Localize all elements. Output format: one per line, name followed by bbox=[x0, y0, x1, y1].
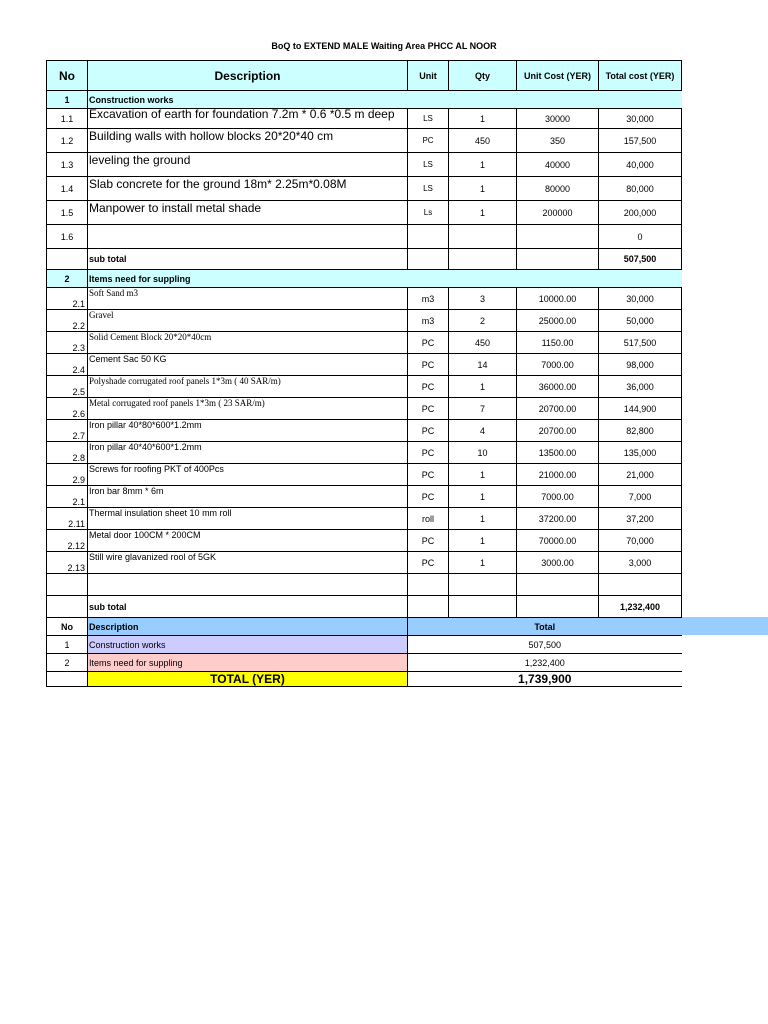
table-row bbox=[47, 201, 682, 225]
row-qty: 4 bbox=[449, 420, 517, 442]
section-label: Construction works bbox=[88, 91, 682, 109]
row-no: 1.3 bbox=[47, 153, 88, 177]
row-unit: PC bbox=[408, 464, 449, 486]
row-qty: 3 bbox=[449, 288, 517, 310]
row-total: 21,000 bbox=[599, 464, 682, 486]
row-unit: PC bbox=[408, 420, 449, 442]
row-qty: 1 bbox=[449, 508, 517, 530]
row-qty: 1 bbox=[449, 109, 517, 129]
row-total: 80,000 bbox=[599, 177, 682, 201]
row-unit: m3 bbox=[408, 288, 449, 310]
summary-header-description: Description bbox=[88, 618, 408, 636]
table-row bbox=[47, 486, 682, 508]
row-no: 2.12 bbox=[47, 530, 88, 552]
summary-header-total: Total bbox=[408, 618, 682, 636]
row-qty: 1 bbox=[449, 486, 517, 508]
summary-row-description: Items need for suppling bbox=[88, 654, 408, 672]
row-qty: 1 bbox=[449, 464, 517, 486]
header-total-cost: Total cost (YER) bbox=[599, 61, 682, 91]
row-description: leveling the ground bbox=[88, 153, 408, 177]
table-row bbox=[47, 332, 682, 354]
table-row bbox=[47, 354, 682, 376]
row-no: 2.11 bbox=[47, 508, 88, 530]
row-description: Gravel bbox=[88, 310, 408, 332]
table-row bbox=[47, 129, 682, 153]
row-unit-cost: 13500.00 bbox=[517, 442, 599, 464]
row-unit-cost: 70000.00 bbox=[517, 530, 599, 552]
row-description: Cement Sac 50 KG bbox=[88, 354, 408, 376]
table-row bbox=[47, 508, 682, 530]
row-total: 7,000 bbox=[599, 486, 682, 508]
row-unit: PC bbox=[408, 129, 449, 153]
row-unit: Ls bbox=[408, 201, 449, 225]
row-total: 144,900 bbox=[599, 398, 682, 420]
subtotal-label: sub total bbox=[88, 249, 408, 270]
row-unit-cost: 1150.00 bbox=[517, 332, 599, 354]
row-qty: 1 bbox=[449, 376, 517, 398]
table-row bbox=[47, 109, 682, 129]
header-qty: Qty bbox=[449, 61, 517, 91]
summary-header-no: No bbox=[47, 618, 88, 636]
row-description: Iron bar 8mm * 6m bbox=[88, 486, 408, 508]
summary-row-total: 507,500 bbox=[408, 636, 682, 654]
grand-total-row bbox=[47, 672, 682, 687]
row-unit: PC bbox=[408, 376, 449, 398]
row-total: 3,000 bbox=[599, 552, 682, 574]
row-description: Soft Sand m3 bbox=[88, 288, 408, 310]
row-no: 2.6 bbox=[47, 398, 88, 420]
table-row bbox=[47, 310, 682, 332]
row-no: 1.1 bbox=[47, 109, 88, 129]
row-unit-cost: 10000.00 bbox=[517, 288, 599, 310]
row-total: 200,000 bbox=[599, 201, 682, 225]
row-no: 2.8 bbox=[47, 442, 88, 464]
row-total: 82,800 bbox=[599, 420, 682, 442]
header-unit: Unit bbox=[408, 61, 449, 91]
table-row bbox=[47, 530, 682, 552]
subtotal-value: 507,500 bbox=[599, 249, 682, 270]
row-description: Iron pillar 40*80*600*1.2mm bbox=[88, 420, 408, 442]
section-label: Items need for suppling bbox=[88, 270, 682, 288]
row-total: 30,000 bbox=[599, 109, 682, 129]
row-total: 98,000 bbox=[599, 354, 682, 376]
section-row bbox=[47, 270, 682, 288]
row-total: 157,500 bbox=[599, 129, 682, 153]
row-qty: 1 bbox=[449, 177, 517, 201]
table-row bbox=[47, 442, 682, 464]
row-unit-cost: 20700.00 bbox=[517, 420, 599, 442]
row-no: 2.7 bbox=[47, 420, 88, 442]
table-row bbox=[47, 288, 682, 310]
empty-row bbox=[47, 574, 682, 596]
row-total: 36,000 bbox=[599, 376, 682, 398]
row-description: Metal door 100CM * 200CM bbox=[88, 530, 408, 552]
row-unit: roll bbox=[408, 508, 449, 530]
section-no: 2 bbox=[47, 270, 88, 288]
row-qty: 1 bbox=[449, 201, 517, 225]
row-unit: PC bbox=[408, 552, 449, 574]
boq-table bbox=[46, 60, 682, 687]
row-unit-cost: 200000 bbox=[517, 201, 599, 225]
row-total: 30,000 bbox=[599, 288, 682, 310]
subtotal-label: sub total bbox=[88, 596, 408, 618]
row-qty: 14 bbox=[449, 354, 517, 376]
row-unit: PC bbox=[408, 530, 449, 552]
row-unit-cost: 350 bbox=[517, 129, 599, 153]
row-unit-cost: 30000 bbox=[517, 109, 599, 129]
row-no: 2.4 bbox=[47, 354, 88, 376]
row-unit: PC bbox=[408, 354, 449, 376]
summary-header-row bbox=[47, 618, 682, 636]
summary-header-fill bbox=[680, 617, 768, 635]
header-description: Description bbox=[88, 61, 408, 91]
summary-row-no: 2 bbox=[47, 654, 88, 672]
header-unit-cost: Unit Cost (YER) bbox=[517, 61, 599, 91]
row-unit: LS bbox=[408, 177, 449, 201]
row-no: 2.1 bbox=[47, 486, 88, 508]
subtotal-row bbox=[47, 249, 682, 270]
row-qty: 1 bbox=[449, 530, 517, 552]
row-unit-cost: 7000.00 bbox=[517, 354, 599, 376]
row-description: Building walls with hollow blocks 20*20*40 cm bbox=[88, 129, 408, 153]
row-unit-cost: 3000.00 bbox=[517, 552, 599, 574]
row-no: 1.5 bbox=[47, 201, 88, 225]
row-description: Thermal insulation sheet 10 mm roll bbox=[88, 508, 408, 530]
summary-row-no: 1 bbox=[47, 636, 88, 654]
grand-total-value: 1,739,900 bbox=[408, 672, 682, 687]
row-description: Still wire glavanized rool of 5GK bbox=[88, 552, 408, 574]
row-qty: 450 bbox=[449, 129, 517, 153]
row-description: Iron pillar 40*40*600*1.2mm bbox=[88, 442, 408, 464]
section-row bbox=[47, 91, 682, 109]
row-description bbox=[88, 225, 408, 249]
row-description: Metal corrugated roof panels 1*3m ( 23 SAR/m) bbox=[88, 398, 408, 420]
table-row bbox=[47, 464, 682, 486]
row-unit bbox=[408, 225, 449, 249]
row-total: 517,500 bbox=[599, 332, 682, 354]
row-no: 1.2 bbox=[47, 129, 88, 153]
summary-row bbox=[47, 636, 682, 654]
row-unit: m3 bbox=[408, 310, 449, 332]
table-row bbox=[47, 177, 682, 201]
row-qty bbox=[449, 225, 517, 249]
summary-row-total: 1,232,400 bbox=[408, 654, 682, 672]
row-total: 50,000 bbox=[599, 310, 682, 332]
row-unit-cost: 25000.00 bbox=[517, 310, 599, 332]
row-description: Polyshade corrugated roof panels 1*3m ( 40 SAR/m) bbox=[88, 376, 408, 398]
row-total: 0 bbox=[599, 225, 682, 249]
row-unit: PC bbox=[408, 398, 449, 420]
row-qty: 1 bbox=[449, 552, 517, 574]
table-row bbox=[47, 420, 682, 442]
table-row bbox=[47, 376, 682, 398]
header-row bbox=[47, 61, 682, 91]
table-row bbox=[47, 225, 682, 249]
row-unit: LS bbox=[408, 109, 449, 129]
row-total: 70,000 bbox=[599, 530, 682, 552]
row-no: 2.13 bbox=[47, 552, 88, 574]
row-no: 2.2 bbox=[47, 310, 88, 332]
row-qty: 10 bbox=[449, 442, 517, 464]
row-unit-cost: 7000.00 bbox=[517, 486, 599, 508]
row-qty: 2 bbox=[449, 310, 517, 332]
row-unit: LS bbox=[408, 153, 449, 177]
grand-total-label: TOTAL (YER) bbox=[88, 672, 408, 687]
row-no: 2.9 bbox=[47, 464, 88, 486]
subtotal-value: 1,232,400 bbox=[599, 596, 682, 618]
row-description: Excavation of earth for foundation 7.2m * 0.6 *0.5 m deep bbox=[88, 109, 408, 129]
row-total: 135,000 bbox=[599, 442, 682, 464]
row-qty: 7 bbox=[449, 398, 517, 420]
row-unit-cost: 36000.00 bbox=[517, 376, 599, 398]
row-unit-cost bbox=[517, 225, 599, 249]
row-no: 2.5 bbox=[47, 376, 88, 398]
row-unit-cost: 40000 bbox=[517, 153, 599, 177]
row-no: 1.6 bbox=[47, 225, 88, 249]
section-no: 1 bbox=[47, 91, 88, 109]
table-row bbox=[47, 153, 682, 177]
row-unit: PC bbox=[408, 332, 449, 354]
summary-row bbox=[47, 654, 682, 672]
row-no: 2.3 bbox=[47, 332, 88, 354]
row-description: Manpower to install metal shade bbox=[88, 201, 408, 225]
row-description: Screws for roofing PKT of 400Pcs bbox=[88, 464, 408, 486]
row-unit: PC bbox=[408, 442, 449, 464]
row-total: 37,200 bbox=[599, 508, 682, 530]
table-row bbox=[47, 552, 682, 574]
row-unit-cost: 37200.00 bbox=[517, 508, 599, 530]
table-row bbox=[47, 398, 682, 420]
row-no: 1.4 bbox=[47, 177, 88, 201]
row-no: 2.1 bbox=[47, 288, 88, 310]
row-unit-cost: 80000 bbox=[517, 177, 599, 201]
row-qty: 450 bbox=[449, 332, 517, 354]
row-unit-cost: 21000.00 bbox=[517, 464, 599, 486]
row-total: 40,000 bbox=[599, 153, 682, 177]
document-title: BoQ to EXTEND MALE Waiting Area PHCC AL NOOR bbox=[271, 41, 497, 51]
summary-row-description: Construction works bbox=[88, 636, 408, 654]
row-qty: 1 bbox=[449, 153, 517, 177]
header-no: No bbox=[47, 61, 88, 91]
row-unit: PC bbox=[408, 486, 449, 508]
row-description: Solid Cement Block 20*20*40cm bbox=[88, 332, 408, 354]
row-description: Slab concrete for the ground 18m* 2.25m*0.08M bbox=[88, 177, 408, 201]
subtotal-row bbox=[47, 596, 682, 618]
row-unit-cost: 20700.00 bbox=[517, 398, 599, 420]
